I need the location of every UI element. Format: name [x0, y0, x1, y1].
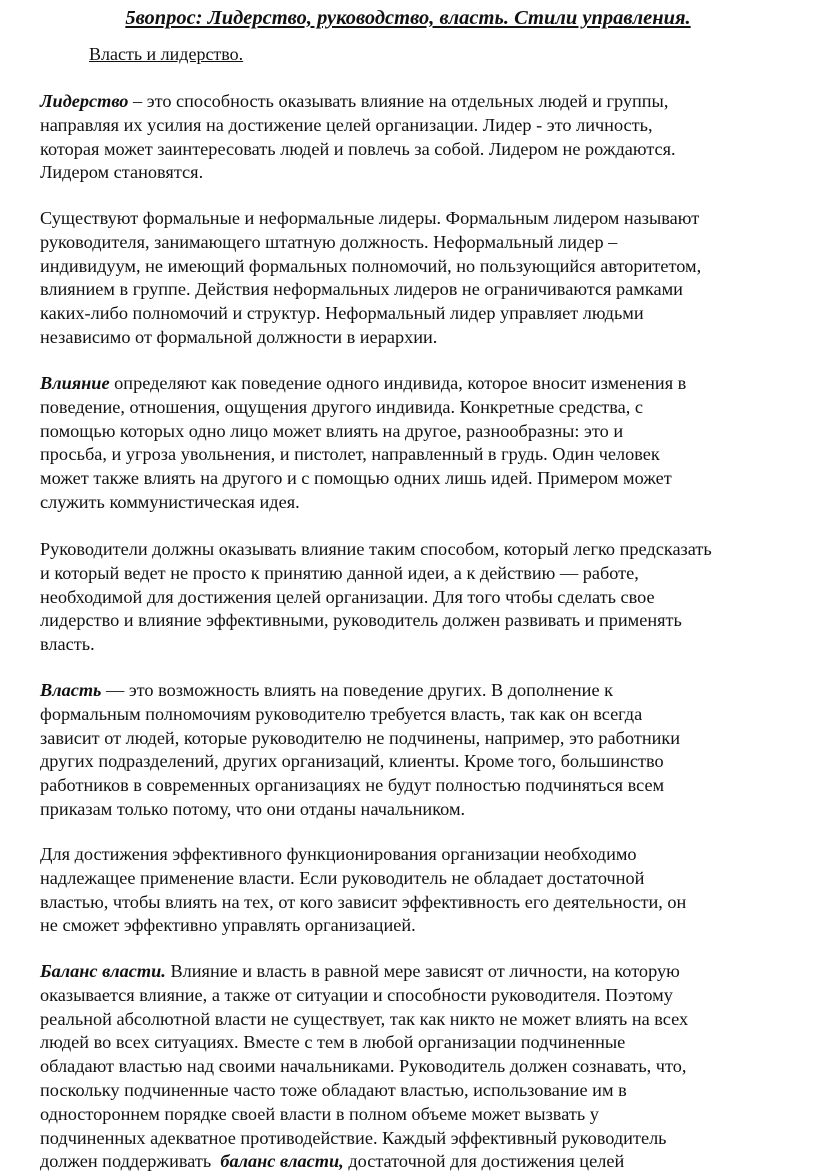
paragraph-line: может также влиять на другого и с помощью одних лишь идей. Примером может: [40, 468, 672, 489]
paragraph-line: Влияние определяют как поведение одного индивида, которое вносит изменения в: [40, 373, 687, 393]
term-balance-of-power-inline: баланс власти,: [220, 1151, 344, 1172]
paragraph-line: формальным полномочиям руководителю требуется власть, так как он всегда: [40, 703, 643, 724]
paragraph-managers: [40, 538, 780, 657]
paragraph-line: служить коммунистическая идея.: [40, 491, 300, 512]
paragraph-line: других подразделений, других организаций, клиенты. Кроме того, большинство: [40, 751, 664, 772]
paragraph-line: и который ведет не просто к принятию данной идеи, а к действию — работе,: [40, 562, 639, 583]
paragraph-line: одностороннем порядке своей власти в полном объеме может вызвать у: [40, 1103, 599, 1124]
paragraph-line: не сможет эффективно управлять организацией.: [40, 915, 416, 936]
paragraph-line: поведение, отношения, ощущения другого индивида. Конкретные средства, с: [40, 396, 644, 417]
paragraph-line: индивидуум, не имеющий формальных полномочий, но пользующийся авторитетом,: [40, 255, 702, 276]
paragraph-line: влиянием в группе. Действия неформальных лидеров не ограничиваются рамками: [40, 279, 683, 300]
paragraph-line: лидерство и влияние эффективными, руководитель должен развивать и применять: [40, 610, 682, 631]
paragraph-line: реальной абсолютной власти не существует, так как никто не может влиять на всех: [40, 1008, 689, 1029]
paragraph-line: Лидерство – это способность оказывать влияние на отдельных людей и группы,: [40, 91, 669, 111]
paragraph-line: подчиненных адекватное противодействие. Каждый эффективный руководитель: [40, 1127, 667, 1148]
paragraph-line: каких-либо полномочий и структур. Неформальный лидер управляет людьми: [40, 303, 644, 324]
section-subtitle: Власть и лидерство.: [89, 44, 244, 64]
paragraph-effective-power: [40, 843, 780, 938]
paragraph-line: направляя их усилия на достижение целей организации. Лидер - это личность,: [40, 114, 653, 135]
paragraph-leadership: [40, 90, 780, 185]
paragraph-line: которая может заинтересовать людей и повлечь за собой. Лидером не рождаются.: [40, 138, 676, 159]
paragraph-formal-informal-leaders: [40, 207, 780, 350]
paragraph-line: Существуют формальные и неформальные лидеры. Формальным лидером называют: [40, 208, 700, 228]
term-leadership: Лидерство: [40, 91, 129, 111]
term-power: Власть: [40, 680, 102, 700]
paragraph-line: просьба, и угроза увольнения, и пистолет, направленный в грудь. Один человек: [40, 444, 660, 465]
paragraph-line: работников в современных организациях не будут полностью подчиняться всем: [40, 775, 665, 796]
paragraph-line: помощью которых одно лицо может влиять на другое, разнообразны: это и: [40, 420, 624, 441]
paragraph-line: людей во всех ситуациях. Вместе с тем в любой организации подчиненные: [40, 1032, 626, 1053]
paragraph-line: должен поддерживать баланс власти, достаточной для достижения целей: [40, 1151, 625, 1172]
paragraph-line: властью, чтобы влиять на тех, от кого зависит эффективность его деятельности, он: [40, 891, 687, 912]
paragraph-line: оказывается влияние, а также от ситуации и способности руководителя. Поэтому: [40, 984, 673, 1005]
paragraph-line: Руководители должны оказывать влияние таким способом, который легко предсказать: [40, 539, 712, 559]
paragraph-line: власть.: [40, 634, 95, 655]
paragraph-balance-of-power: [40, 960, 780, 1174]
paragraph-line: надлежащее применение власти. Если руководитель не обладает достаточной: [40, 867, 645, 888]
page-title: 5вопрос: Лидерство, руководство, власть. Стили управления.: [125, 7, 691, 29]
paragraph-line: Баланс власти. Влияние и власть в равной мере зависят от личности, на которую: [40, 961, 680, 981]
paragraph-line: приказам только потому, что они отданы начальником.: [40, 798, 466, 819]
paragraph-power: [40, 679, 780, 822]
paragraph-line: Власть — это возможность влиять на поведение других. В дополнение к: [40, 680, 614, 700]
paragraph-influence: [40, 372, 780, 515]
paragraph-line: зависит от людей, которые руководителю не подчинены, например, это работники: [40, 727, 681, 748]
paragraph-line: обладают властью над своими начальниками. Руководитель должен сознавать, что,: [40, 1056, 687, 1077]
paragraph-line: руководителя, занимающего штатную должность. Неформальный лидер –: [40, 231, 618, 252]
term-influence: Влияние: [40, 373, 110, 393]
paragraph-line: независимо от формальной должности в иерархии.: [40, 326, 438, 347]
paragraph-line: необходимой для достижения целей организации. Для того чтобы сделать свое: [40, 586, 655, 607]
paragraph-line: Для достижения эффективного функционирования организации необходимо: [40, 844, 637, 864]
term-balance-of-power: Баланс власти.: [40, 961, 166, 981]
paragraph-line: поскольку подчиненные часто тоже обладают властью, использование им в: [40, 1079, 627, 1100]
paragraph-line: Лидером становятся.: [40, 162, 204, 183]
